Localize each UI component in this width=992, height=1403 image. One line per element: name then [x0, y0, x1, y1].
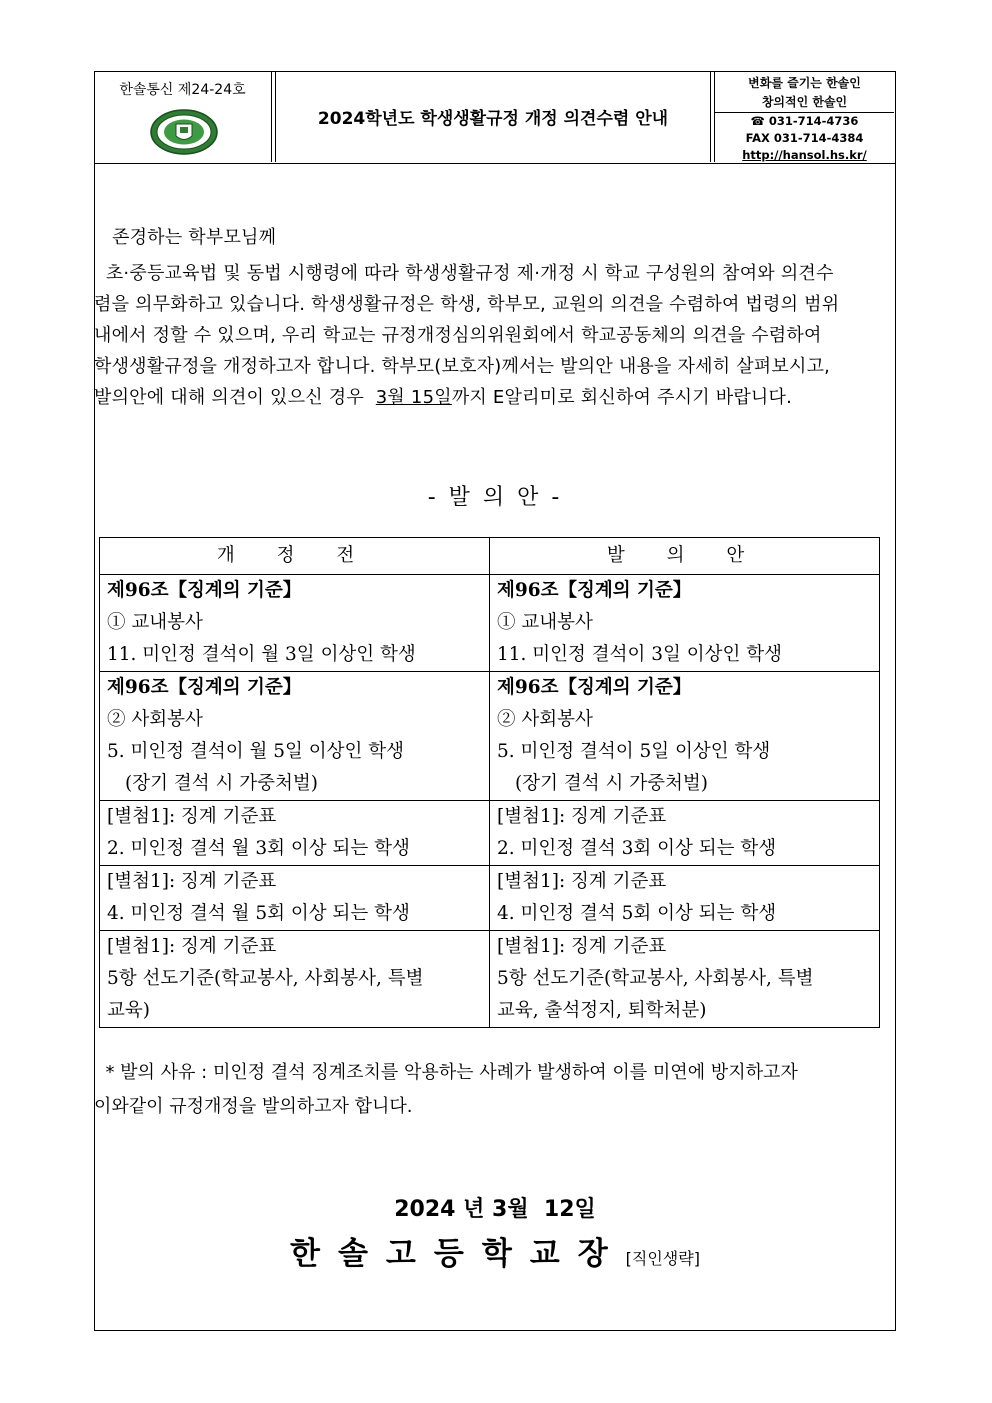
comparison-table [99, 537, 880, 1028]
after-cell [490, 575, 880, 672]
letter-date: 2024 년 3월 12일 [394, 1197, 596, 1222]
cell-line: 제96조【징계의 기준】 [497, 677, 692, 698]
letter-header [94, 71, 896, 164]
cell-line: 교육) [107, 1000, 150, 1021]
cell-line: [별첨1]: 징계 기준표 [107, 871, 277, 892]
table-row [100, 866, 880, 931]
cell-line: [별첨1]: 징계 기준표 [107, 936, 277, 957]
before-cell [100, 575, 490, 672]
before-cell [100, 866, 490, 931]
paragraph-text: 까지 E알리미로 회신하여 주시기 바랍니다. [451, 387, 793, 408]
paragraph-line: 학생생활규정을 개정하고자 합니다. 학부모(보호자)께서는 발의안 내용을 자세히 살펴보시고, [94, 356, 831, 377]
school-logo-icon [150, 108, 218, 156]
cell-line: 5. 미인정 결석이 월 5일 이상인 학생 [107, 741, 405, 762]
after-cell [490, 866, 880, 931]
cell-line: 5항 선도기준(학교봉사, 사회봉사, 특별 [497, 968, 814, 989]
fax-number: FAX 031-714-4384 [745, 131, 864, 145]
proposal-reason [94, 1056, 896, 1124]
table-row [100, 575, 880, 672]
cell-line: 11. 미인정 결석이 3일 이상인 학생 [497, 644, 783, 665]
before-cell [100, 931, 490, 1028]
before-cell [100, 801, 490, 866]
paragraph-line: 내에서 정할 수 있으며, 우리 학교는 규정개정심의위원회에서 학교공동체의 의견을 수렴하여 [94, 325, 822, 346]
intro-paragraph [94, 258, 896, 413]
slogan-2: 창의적인 한솔인 [715, 93, 894, 113]
cell-line: 제96조【징계의 기준】 [107, 580, 302, 601]
paragraph-line: 렴을 의무화하고 있습니다. 학생생활규정은 학생, 학부모, 교원의 의견을 수렴하여 법령의 범위 [94, 294, 840, 315]
cell-line: 5. 미인정 결석이 5일 이상인 학생 [497, 741, 771, 762]
header-contact-box [714, 71, 894, 162]
paragraph-line: 초·중등교육법 및 동법 시행령에 따라 학생생활규정 제·개정 시 학교 구성원의 참여와 의견수 [94, 263, 834, 284]
after-cell [490, 801, 880, 866]
cell-line: 교육, 출석정지, 퇴학처분) [497, 1000, 707, 1021]
header-issue-box [94, 71, 272, 162]
school-website-link[interactable]: http://hansol.hs.kr/ [742, 148, 867, 162]
cell-line: [별첨1]: 징계 기준표 [497, 806, 667, 827]
cell-line: ① 교내봉사 [107, 612, 203, 633]
principal-signature: 한솔고등학교장 [290, 1236, 626, 1272]
cell-line: (장기 결석 시 가중처벌) [515, 773, 708, 794]
document-title: 2024학년도 학생생활규정 개정 의견수렴 안내 [275, 71, 711, 162]
paragraph-line [94, 382, 896, 413]
reason-line: 이와같이 규정개정을 발의하고자 합니다. [94, 1096, 413, 1117]
cell-line: 4. 미인정 결석 월 5회 이상 되는 학생 [107, 903, 410, 924]
cell-line: ① 교내봉사 [497, 612, 593, 633]
cell-line: 제96조【징계의 기준】 [497, 580, 692, 601]
cell-line: ② 사회봉사 [497, 709, 593, 730]
reason-line: * 발의 사유 : 미인정 결석 징계조치를 악용하는 사례가 발생하여 이를 미연에 방지하고자 [94, 1062, 798, 1083]
seal-note: [직인생략] [625, 1249, 700, 1268]
after-cell [490, 672, 880, 801]
cell-line: 2. 미인정 결석 월 3회 이상 되는 학생 [107, 838, 410, 859]
cell-line: 4. 미인정 결석 5회 이상 되는 학생 [497, 903, 777, 924]
cell-line: [별첨1]: 징계 기준표 [497, 936, 667, 957]
cell-line: ② 사회봉사 [107, 709, 203, 730]
phone-number: ☎ 031-714-4736 [750, 114, 859, 128]
cell-line: 5항 선도기준(학교봉사, 사회봉사, 특별 [107, 968, 424, 989]
table-row [100, 801, 880, 866]
column-header-before: 개 정 전 [100, 538, 490, 575]
paragraph-text: 발의안에 대해 의견이 있으신 경우 [94, 387, 376, 408]
table-row [100, 672, 880, 801]
cell-line: 제96조【징계의 기준】 [107, 677, 302, 698]
cell-line: [별첨1]: 징계 기준표 [107, 806, 277, 827]
cell-line: 2. 미인정 결석 3회 이상 되는 학생 [497, 838, 777, 859]
cell-line: (장기 결석 시 가중처벌) [125, 773, 318, 794]
table-row [100, 931, 880, 1028]
slogan-1: 변화를 즐기는 한솔인 [748, 76, 861, 90]
cell-line: 11. 미인정 결석이 월 3일 이상인 학생 [107, 644, 416, 665]
cell-line: [별첨1]: 징계 기준표 [497, 871, 667, 892]
after-cell [490, 931, 880, 1028]
proposal-heading: - 발 의 안 - [427, 485, 563, 510]
greeting: 존경하는 학부모님께 [112, 227, 277, 248]
reply-deadline: 3월 15일 [375, 387, 452, 408]
issue-number: 한솔통신 제24-24호 [119, 82, 246, 98]
before-cell [100, 672, 490, 801]
column-header-after: 발 의 안 [490, 538, 880, 575]
signature-block [94, 1228, 896, 1273]
